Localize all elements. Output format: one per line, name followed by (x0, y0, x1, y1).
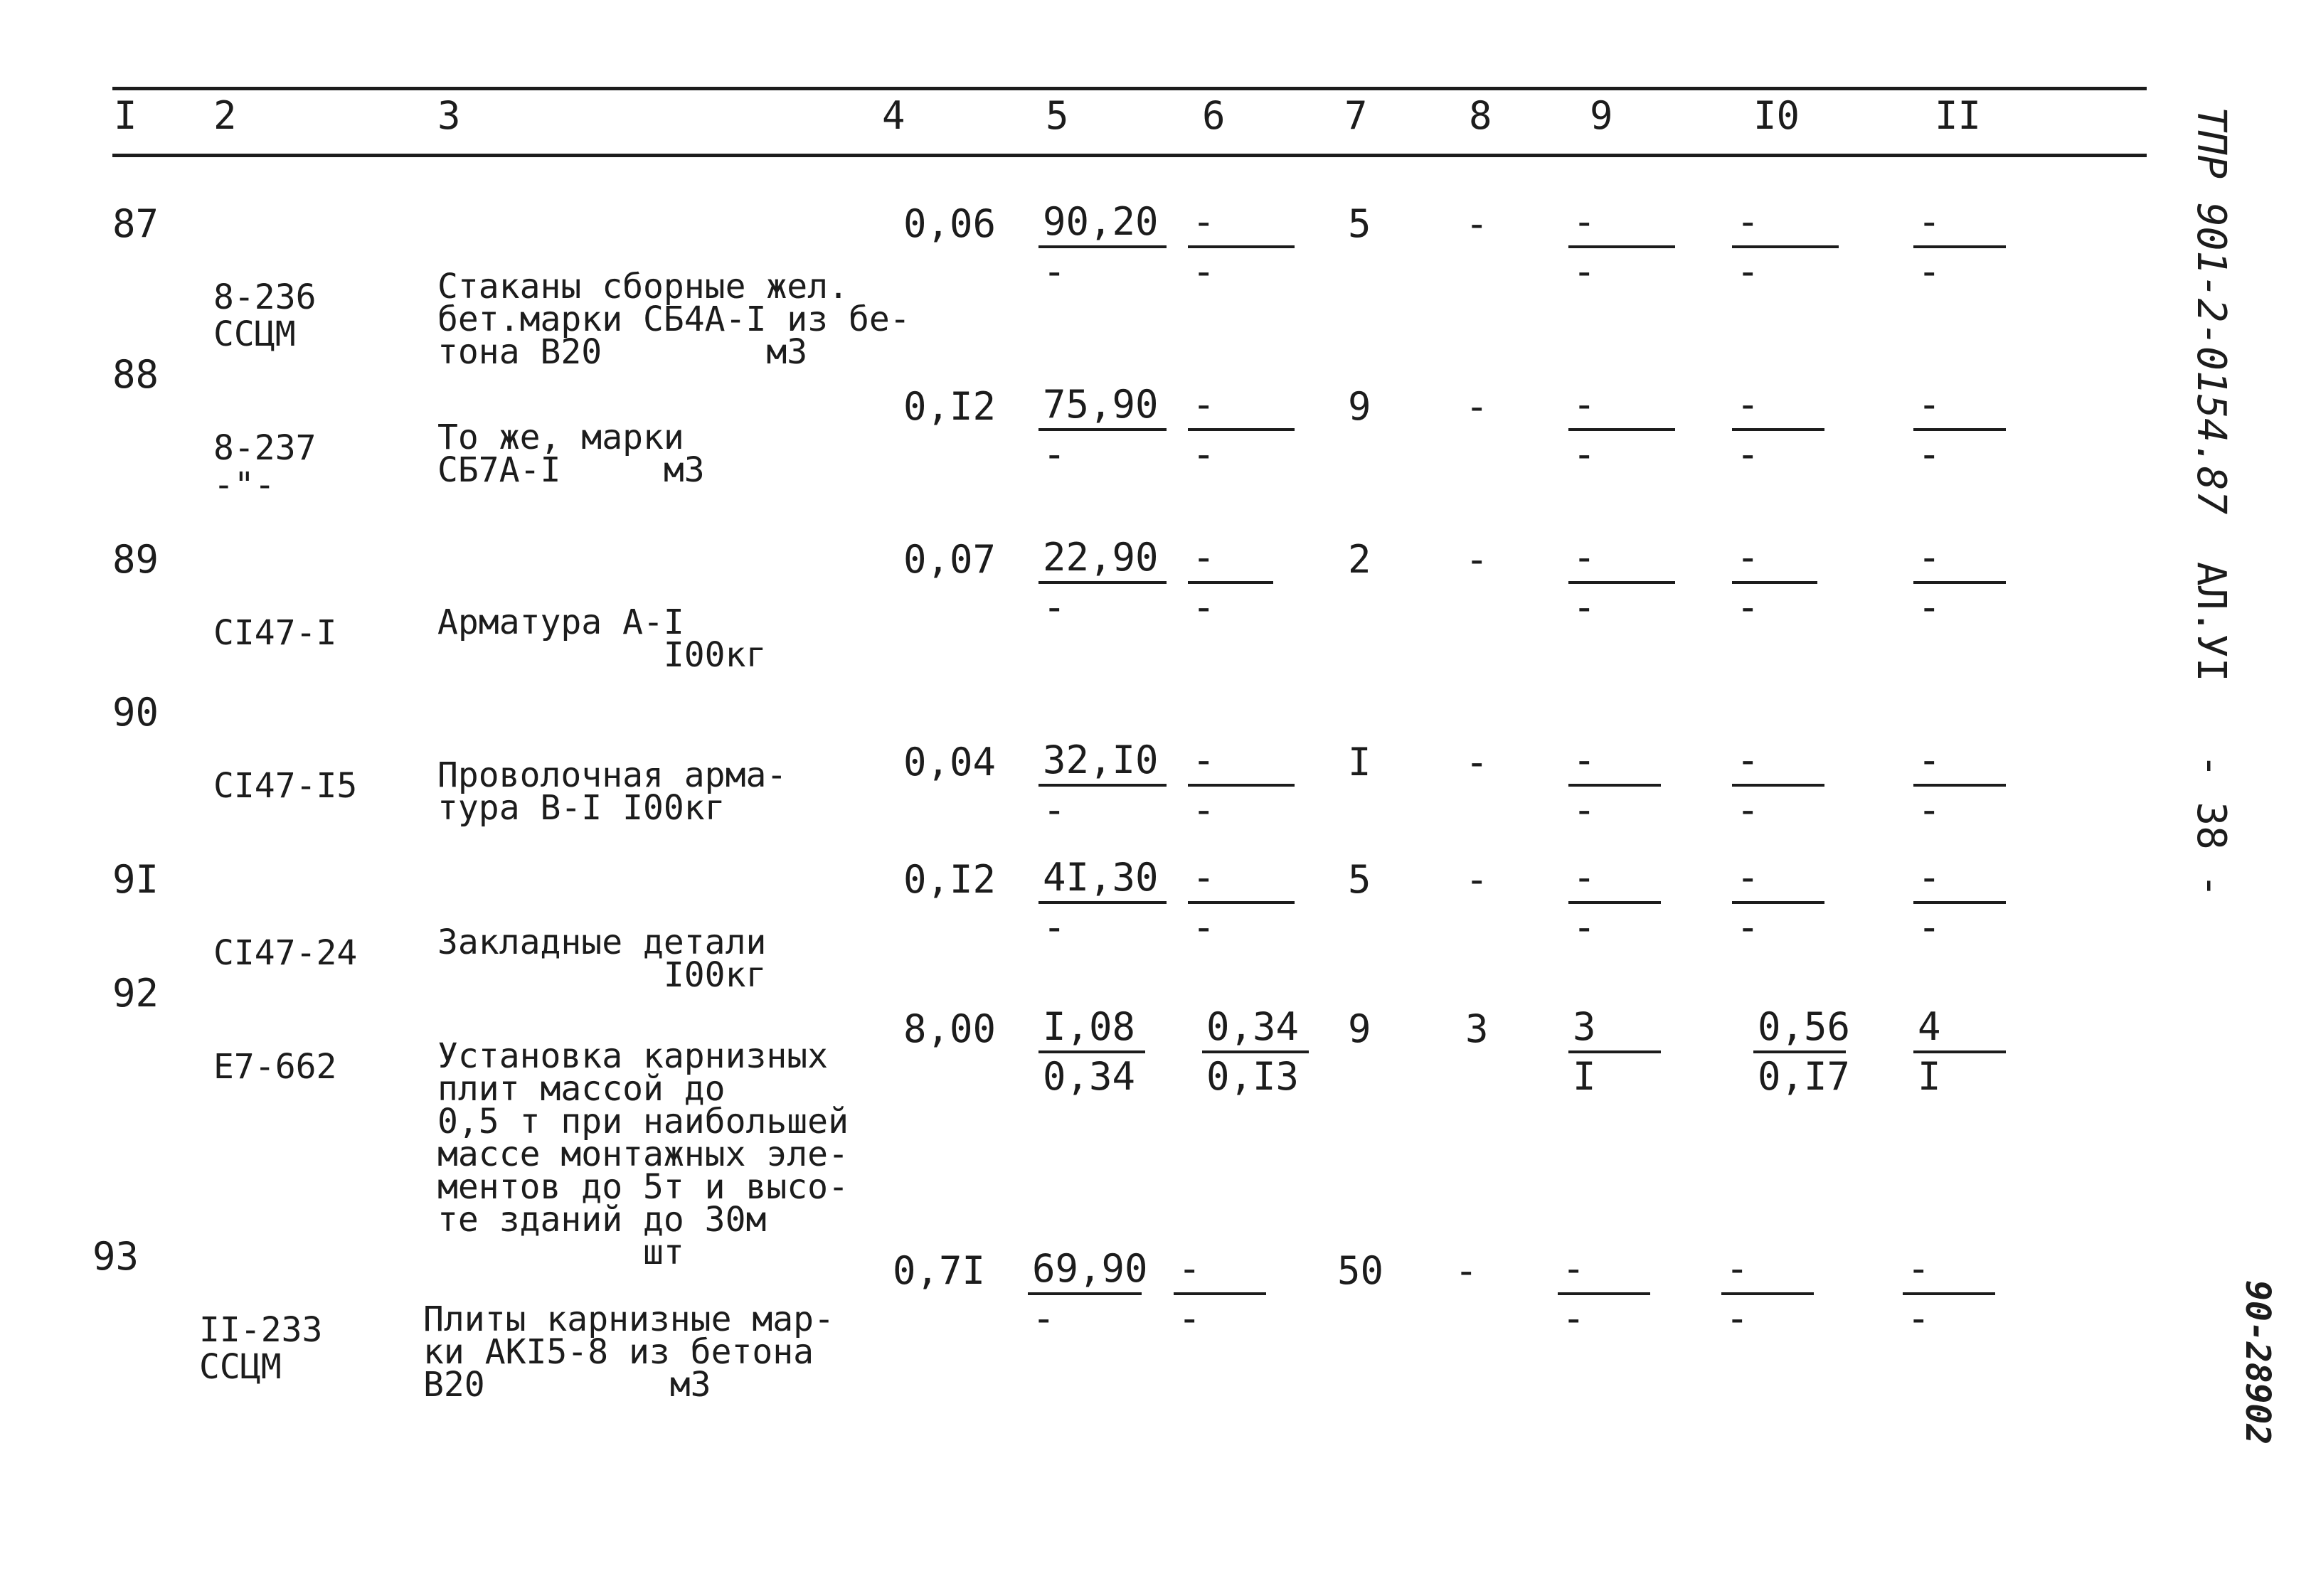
header-rule (112, 154, 2147, 157)
row-c8: - (1465, 201, 1489, 246)
row-c7: 9 (1348, 1006, 1371, 1051)
row-description: То же, марки СБ7А-I м3 (437, 417, 705, 490)
row-c4: 0,06 (903, 201, 997, 246)
row-code: 8-237 -"- (213, 428, 317, 505)
row-c9: - - (1568, 385, 1675, 478)
col-header-5: 5 (1046, 93, 1069, 138)
row-number: 93 (92, 1234, 139, 1279)
col-header-1: I (114, 93, 137, 138)
row-c4: 0,07 (903, 537, 997, 582)
row-code: Е7-662 (213, 1047, 337, 1087)
row-description: Арматура А-I I00кг (437, 602, 767, 675)
row-c4: 0,7I (893, 1248, 986, 1293)
row-c8: - (1455, 1248, 1478, 1293)
col-header-3: 3 (437, 93, 461, 138)
col-header-2: 2 (213, 93, 237, 138)
archive-stamp: 90-28902 (2238, 1280, 2278, 1445)
row-c10: - - (1721, 1250, 1814, 1342)
row-c4: 0,04 (903, 740, 997, 784)
row-c8: - (1465, 740, 1489, 784)
row-number: 87 (112, 201, 159, 246)
row-c7: 9 (1348, 384, 1371, 429)
row-c5: 69,90 - (1028, 1250, 1142, 1342)
row-c6: - - (1174, 1250, 1266, 1342)
row-code: CI47-24 (213, 933, 358, 973)
col-header-4: 4 (882, 93, 905, 138)
row-description: Плиты карнизные мар- ки АКI5-8 из бетона В20 м3 (423, 1299, 834, 1405)
row-c10: - - (1732, 741, 1824, 834)
row-code: CI47-I5 (213, 766, 358, 806)
row-c9: - - (1568, 538, 1675, 631)
col-header-9: 9 (1590, 93, 1613, 138)
album-label: АЛ.УI (2188, 562, 2234, 682)
row-c6: - - (1188, 858, 1295, 951)
row-c5: 4I,30 - (1038, 858, 1167, 951)
row-number: 92 (112, 971, 159, 1016)
col-header-11: II (1935, 93, 1982, 138)
row-c10: - - (1732, 203, 1839, 295)
row-description: Установка карнизных плит массой до 0,5 т при наибольшей массе монтажных эле- ментов до 5т и высо- те зданий до 30м шт (437, 1036, 849, 1272)
row-c11: - - (1913, 538, 2006, 631)
row-number: 90 (112, 690, 159, 735)
row-c9: 3 I (1568, 1008, 1661, 1100)
row-c10: 0,56 0,I7 (1753, 1008, 1846, 1100)
document-code: ТПР 901-2-0154.87 (2188, 107, 2234, 515)
row-c6: - - (1188, 203, 1295, 295)
row-c9: - - (1568, 203, 1675, 295)
row-c8: - (1465, 537, 1489, 582)
row-c8: - (1465, 384, 1489, 429)
row-c6: 0,34 0,I3 (1202, 1008, 1309, 1100)
row-code: 8-236 ССЦМ (213, 277, 317, 354)
row-c11: - - (1903, 1250, 1995, 1342)
row-c7: 2 (1348, 537, 1371, 582)
row-code: CI47-I (213, 613, 337, 653)
col-header-10: I0 (1753, 93, 1800, 138)
row-c9: - - (1568, 858, 1661, 951)
col-header-7: 7 (1344, 93, 1368, 138)
row-c7: 5 (1348, 857, 1371, 902)
row-c7: 5 (1348, 201, 1371, 246)
row-number: 89 (112, 537, 159, 582)
row-c7: 50 (1337, 1248, 1384, 1293)
row-c7: I (1348, 740, 1371, 784)
row-c9: - - (1558, 1250, 1650, 1342)
row-c10: - - (1732, 538, 1817, 631)
row-c5: 75,90 - (1038, 385, 1167, 478)
row-c10: - - (1732, 858, 1824, 951)
col-header-8: 8 (1469, 93, 1492, 138)
row-c11: - - (1913, 858, 2006, 951)
row-c6: - - (1188, 538, 1273, 631)
row-c5: 90,20 - (1038, 203, 1167, 295)
row-c6: - - (1188, 385, 1295, 478)
row-description: Проволочная арма- тура В-I I00кг (437, 755, 787, 828)
row-c4: 8,00 (903, 1006, 997, 1051)
row-c8: - (1465, 857, 1489, 902)
row-c11: 4 I (1913, 1008, 2006, 1100)
row-c11: - - (1913, 203, 2006, 295)
row-c4: 0,I2 (903, 384, 997, 429)
row-c9: - - (1568, 741, 1661, 834)
row-description: Стаканы сборные жел. бет.марки СБ4А-I из бе- тона В20 м3 (437, 267, 910, 372)
row-number: 9I (112, 857, 159, 902)
page-number: - 38 - (2188, 754, 2234, 898)
row-number: 88 (112, 352, 159, 397)
row-c5: 32,I0 - (1038, 741, 1167, 834)
row-c8: 3 (1465, 1006, 1489, 1051)
row-c5: 22,90 - (1038, 538, 1167, 631)
row-description: Закладные детали I00кг (437, 922, 767, 995)
top-rule (112, 87, 2147, 90)
row-c10: - - (1732, 385, 1824, 478)
row-c11: - - (1913, 385, 2006, 478)
row-c6: - - (1188, 741, 1295, 834)
col-header-6: 6 (1202, 93, 1226, 138)
row-c11: - - (1913, 741, 2006, 834)
row-code: II-233 ССЦМ (199, 1310, 323, 1387)
row-c4: 0,I2 (903, 857, 997, 902)
row-c5: I,08 0,34 (1038, 1008, 1145, 1100)
